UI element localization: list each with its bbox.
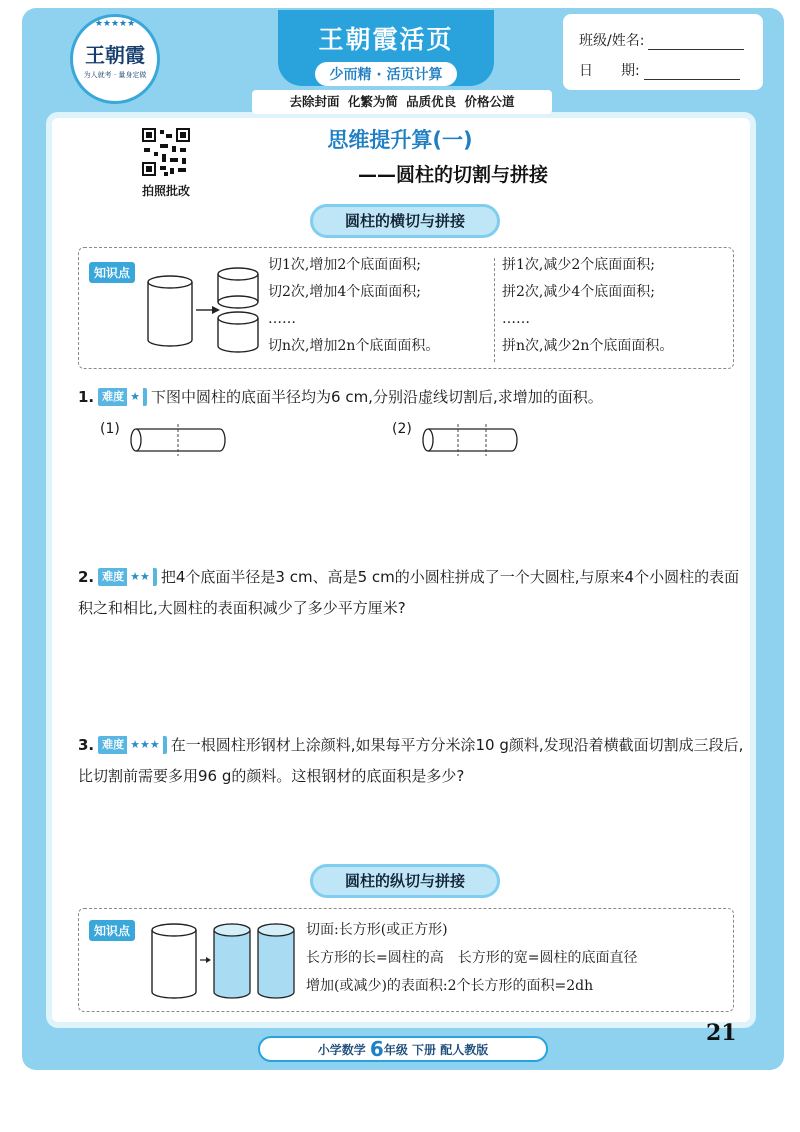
question-text: 下图中圆柱的底面半径均为6 cm,分别沿虚线切割后,求增加的面积。: [151, 388, 603, 406]
rule-line: 长方形的长=圆柱的高 长方形的宽=圆柱的底面直径: [306, 950, 638, 966]
date-field[interactable]: [644, 63, 740, 80]
brand-banner: [278, 10, 494, 86]
rule-line: 切2次,增加4个底面面积;: [268, 284, 421, 300]
difficulty-badge: [98, 736, 167, 754]
subquestion-label-2: (2): [392, 421, 412, 437]
question-number: 3.: [78, 736, 95, 754]
section1-left-rules: [268, 252, 439, 360]
difficulty-badge: [98, 388, 147, 406]
qr-label: 拍照批改: [141, 184, 190, 198]
vertical-cut-diagram: [148, 918, 300, 1004]
rule-line: 切1次,增加2个底面面积;: [268, 257, 421, 273]
brand-logo: [70, 14, 160, 104]
section1-knowledge-tag: 知识点: [89, 262, 135, 283]
footer-grade: 6: [369, 1037, 384, 1061]
difficulty-label: 难度: [102, 390, 125, 403]
footer-volume: 下册: [412, 1043, 437, 1057]
section2-rules: [306, 916, 637, 1000]
class-name-field[interactable]: [648, 33, 744, 50]
horizontal-cylinder-2: [420, 424, 522, 456]
date-row: [579, 60, 740, 80]
difficulty-stars-icon: ★: [127, 388, 143, 406]
section2-heading: 圆柱的纵切与拼接: [310, 864, 500, 898]
footer-subject: 小学数学: [317, 1043, 366, 1057]
rule-line: 切面:长方形(或正方形): [306, 922, 448, 938]
section1-heading: 圆柱的横切与拼接: [310, 204, 500, 238]
page-number: 21: [706, 1020, 737, 1046]
question-text: 把4个底面半径是3 cm、高是5 cm的小圆柱拼成了一个大圆柱,与原来4个小圆柱的表面积之和相比,大圆柱的表面积减少了多少平方厘米?: [78, 568, 740, 617]
student-info-box: [563, 14, 763, 90]
difficulty-stars-icon: ★★★: [127, 736, 163, 754]
difficulty-label: 难度: [102, 570, 125, 583]
question-number: 1.: [78, 388, 95, 406]
section2-knowledge-tag: 知识点: [89, 920, 135, 941]
rule-line: 拼1次,减少2个底面面积;: [502, 257, 655, 273]
rule-line: ……: [268, 311, 296, 327]
rule-line: 增加(或减少)的表面积:2个长方形的面积=2dh: [306, 978, 594, 994]
date-label: 日 期:: [579, 63, 640, 79]
question-1: [78, 382, 746, 413]
footer-badge: [258, 1036, 548, 1062]
question-number: 2.: [78, 568, 95, 586]
question-2: [78, 562, 746, 624]
rule-line: 拼2次,减少4个底面面积;: [502, 284, 655, 300]
subquestion-label-1: (1): [100, 421, 120, 437]
section1-right-rules: [502, 252, 673, 360]
brand-title: 王朝霞活页: [318, 25, 454, 54]
rules-divider: [494, 258, 495, 362]
rule-line: 切n次,增加2n个底面面积。: [268, 338, 440, 354]
logo-text: 王朝霞: [85, 42, 145, 67]
slogan: 去除封面 化繁为简 品质优良 价格公道: [252, 90, 552, 114]
rule-line: ……: [502, 311, 530, 327]
difficulty-label: 难度: [102, 738, 125, 751]
difficulty-badge: [98, 568, 157, 586]
class-name-label: 班级/姓名:: [579, 33, 645, 49]
footer-grade-suffix: 年级: [383, 1043, 408, 1057]
horizontal-cylinder-1: [128, 424, 230, 456]
qr-code-icon[interactable]: [140, 126, 192, 178]
horizontal-cut-diagram: [140, 262, 265, 357]
difficulty-stars-icon: ★★: [127, 568, 153, 586]
logo-small-text: 为人就考 · 量身定做: [83, 70, 147, 79]
footer-edition: 配人教版: [440, 1043, 489, 1057]
page-title: 思维提升算(一): [327, 128, 473, 152]
question-text: 在一根圆柱形钢材上涂颜料,如果每平方分米涂10 g颜料,发现沿着横截面切割成三段后,比切割前需要多用96 g的颜料。这根钢材的底面积是多少?: [78, 736, 744, 785]
page-subtitle: ——圆柱的切割与拼接: [358, 164, 549, 186]
logo-stars-icon: ★★★★★: [94, 19, 136, 29]
class-name-row: [579, 30, 744, 50]
question-3: [78, 730, 746, 792]
brand-subtitle: 少而精 · 活页计算: [315, 62, 456, 86]
rule-line: 拼n次,减少2n个底面面积。: [502, 338, 674, 354]
